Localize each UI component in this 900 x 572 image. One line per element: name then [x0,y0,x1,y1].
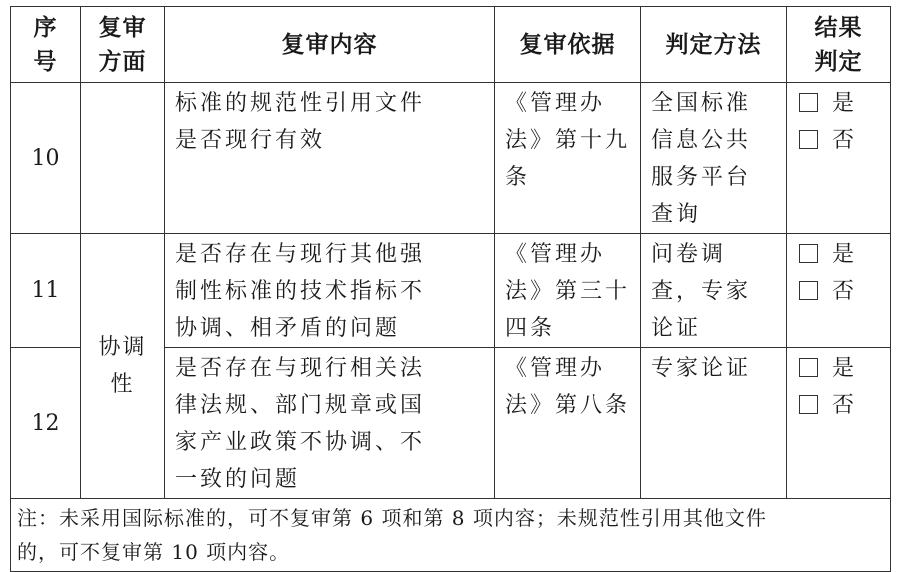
table-note: 注：未采用国际标准的，可不复审第 6 项和第 8 项内容；未规范性引用其他文件 的，可不复审第 10 项内容。 [11,499,891,572]
review-method: 全国标准 信息公共 服务平台 查询 [641,83,787,234]
yes-checkbox[interactable] [799,244,818,263]
header-content: 复审内容 [165,7,495,83]
header-method: 判定方法 [641,7,787,83]
row-index: 11 [11,234,81,348]
yes-label: 是 [832,91,858,116]
no-label: 否 [832,128,858,153]
review-method: 专家论证 [641,348,787,499]
table-row [11,234,891,348]
no-label: 否 [832,393,858,418]
yes-label: 是 [832,242,858,267]
table-row [11,83,891,234]
review-basis: 《管理办 法》第八条 [495,348,641,499]
review-table [10,6,891,572]
header-result: 结果 判定 [787,7,891,83]
result-options [787,83,891,234]
result-options [787,234,891,348]
row-index: 12 [11,348,81,499]
row-index: 10 [11,83,81,234]
yes-label: 是 [832,356,858,381]
result-options [787,348,891,499]
review-basis: 《管理办 法》第十九 条 [495,83,641,234]
aspect-cell-empty [81,83,165,234]
yes-checkbox[interactable] [799,358,818,377]
header-index: 序 号 [11,7,81,83]
review-content: 标准的规范性引用文件 是否现行有效 [165,83,495,234]
review-basis: 《管理办 法》第三十 四条 [495,234,641,348]
header-row [11,7,891,83]
review-method: 问卷调 查，专家 论证 [641,234,787,348]
no-checkbox[interactable] [799,281,818,300]
no-checkbox[interactable] [799,130,818,149]
no-label: 否 [832,279,858,304]
header-basis: 复审依据 [495,7,641,83]
no-checkbox[interactable] [799,395,818,414]
review-content: 是否存在与现行其他强 制性标准的技术指标不 协调、相矛盾的问题 [165,234,495,348]
review-content: 是否存在与现行相关法 律法规、部门规章或国 家产业政策不协调、不 一致的问题 [165,348,495,499]
note-row [11,499,891,572]
aspect-coordination: 协调 性 [81,234,165,499]
yes-checkbox[interactable] [799,93,818,112]
header-aspect: 复审 方面 [81,7,165,83]
